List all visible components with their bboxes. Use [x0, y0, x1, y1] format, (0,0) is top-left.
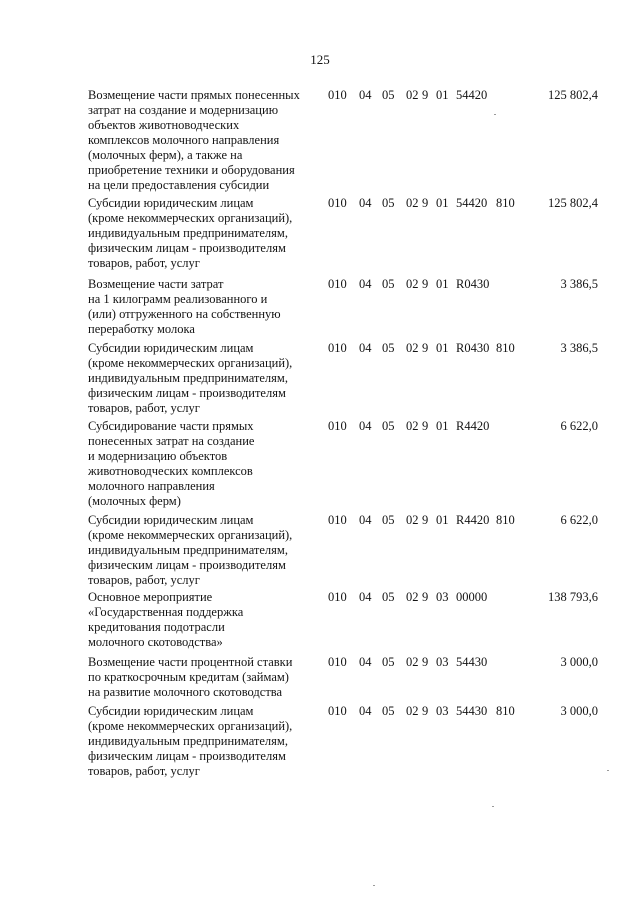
section-code: 04: [359, 88, 372, 102]
direction-code: R0430: [456, 277, 490, 291]
ministry-code: 010: [328, 196, 347, 210]
amount: 138 793,6: [548, 590, 598, 604]
subsection-code: 05: [382, 341, 395, 355]
event-code: 01: [436, 277, 449, 291]
event-code: 01: [436, 513, 449, 527]
expense-type-code: 810: [496, 341, 515, 355]
subprogram-code: 9: [422, 341, 429, 355]
subsection-code: 05: [382, 419, 395, 433]
program-code: 02: [406, 277, 419, 291]
ministry-code: 010: [328, 513, 347, 527]
subsection-code: 05: [382, 655, 395, 669]
program-code: 02: [406, 704, 419, 718]
event-code: 01: [436, 88, 449, 102]
scan-speck: [607, 770, 609, 771]
direction-code: R4420: [456, 513, 490, 527]
subsection-code: 05: [382, 196, 395, 210]
subprogram-code: 9: [422, 590, 429, 604]
amount: 3 386,5: [560, 277, 598, 291]
ministry-code: 010: [328, 277, 347, 291]
row-description: Возмещение части затрат на 1 килограмм реализованного и (или) отгруженного на собственную переработку молока: [88, 277, 281, 336]
row-description: Возмещение части процентной ставки по краткосрочным кредитам (займам) на развитие молочного скотоводства: [88, 655, 293, 699]
scan-speck: [494, 114, 496, 115]
direction-code: 54430: [456, 704, 488, 718]
subsection-code: 05: [382, 704, 395, 718]
row-description: Субсидии юридическим лицам (кроме некоммерческих организаций), индивидуальным предпринимателям, физическим лицам - производителям товаров, работ, услуг: [88, 196, 293, 270]
section-code: 04: [359, 655, 372, 669]
program-code: 02: [406, 513, 419, 527]
subprogram-code: 9: [422, 196, 429, 210]
amount: 125 802,4: [548, 88, 598, 102]
amount: 3 000,0: [560, 655, 598, 669]
program-code: 02: [406, 655, 419, 669]
row-description: Субсидирование части прямых понесенных затрат на создание и модернизацию объектов животноводческих комплексов молочного направления (молочных ферм): [88, 419, 255, 508]
expense-type-code: 810: [496, 704, 515, 718]
direction-code: 54420: [456, 196, 488, 210]
section-code: 04: [359, 341, 372, 355]
ministry-code: 010: [328, 341, 347, 355]
section-code: 04: [359, 196, 372, 210]
ministry-code: 010: [328, 88, 347, 102]
amount: 3 000,0: [560, 704, 598, 718]
direction-code: 54420: [456, 88, 488, 102]
subprogram-code: 9: [422, 513, 429, 527]
ministry-code: 010: [328, 704, 347, 718]
event-code: 01: [436, 419, 449, 433]
subsection-code: 05: [382, 590, 395, 604]
row-description: Основное мероприятие «Государственная поддержка кредитования подотрасли молочного скотоводства»: [88, 590, 244, 649]
subprogram-code: 9: [422, 655, 429, 669]
program-code: 02: [406, 88, 419, 102]
expense-type-code: 810: [496, 513, 515, 527]
page-number: 125: [310, 52, 330, 67]
subsection-code: 05: [382, 277, 395, 291]
program-code: 02: [406, 590, 419, 604]
program-code: 02: [406, 419, 419, 433]
subsection-code: 05: [382, 88, 395, 102]
row-description: Субсидии юридическим лицам (кроме некоммерческих организаций), индивидуальным предпринимателям, физическим лицам - производителям товаров, работ, услуг: [88, 704, 293, 778]
event-code: 03: [436, 590, 449, 604]
ministry-code: 010: [328, 419, 347, 433]
subprogram-code: 9: [422, 88, 429, 102]
subprogram-code: 9: [422, 277, 429, 291]
ministry-code: 010: [328, 590, 347, 604]
scan-speck: [373, 885, 375, 886]
program-code: 02: [406, 341, 419, 355]
subsection-code: 05: [382, 513, 395, 527]
event-code: 01: [436, 341, 449, 355]
amount: 3 386,5: [560, 341, 598, 355]
event-code: 03: [436, 655, 449, 669]
row-description: Субсидии юридическим лицам (кроме некоммерческих организаций), индивидуальным предпринимателям, физическим лицам - производителям товаров, работ, услуг: [88, 341, 293, 415]
direction-code: R0430: [456, 341, 490, 355]
amount: 6 622,0: [560, 419, 598, 433]
row-description: Субсидии юридическим лицам (кроме некоммерческих организаций), индивидуальным предпринимателям, физическим лицам - производителям товаров, работ, услуг: [88, 513, 293, 587]
direction-code: 54430: [456, 655, 488, 669]
direction-code: R4420: [456, 419, 490, 433]
event-code: 03: [436, 704, 449, 718]
subprogram-code: 9: [422, 419, 429, 433]
amount: 125 802,4: [548, 196, 598, 210]
section-code: 04: [359, 590, 372, 604]
direction-code: 00000: [456, 590, 488, 604]
section-code: 04: [359, 513, 372, 527]
program-code: 02: [406, 196, 419, 210]
ministry-code: 010: [328, 655, 347, 669]
amount: 6 622,0: [560, 513, 598, 527]
expense-type-code: 810: [496, 196, 515, 210]
section-code: 04: [359, 704, 372, 718]
section-code: 04: [359, 419, 372, 433]
row-description: Возмещение части прямых понесенных затрат на создание и модернизацию объектов животноводческих комплексов молочного направления (молочных ферм), а также на приобретение техники и оборудования на цели предоставления субсидии: [88, 88, 300, 192]
scan-speck: [492, 806, 494, 807]
section-code: 04: [359, 277, 372, 291]
subprogram-code: 9: [422, 704, 429, 718]
event-code: 01: [436, 196, 449, 210]
